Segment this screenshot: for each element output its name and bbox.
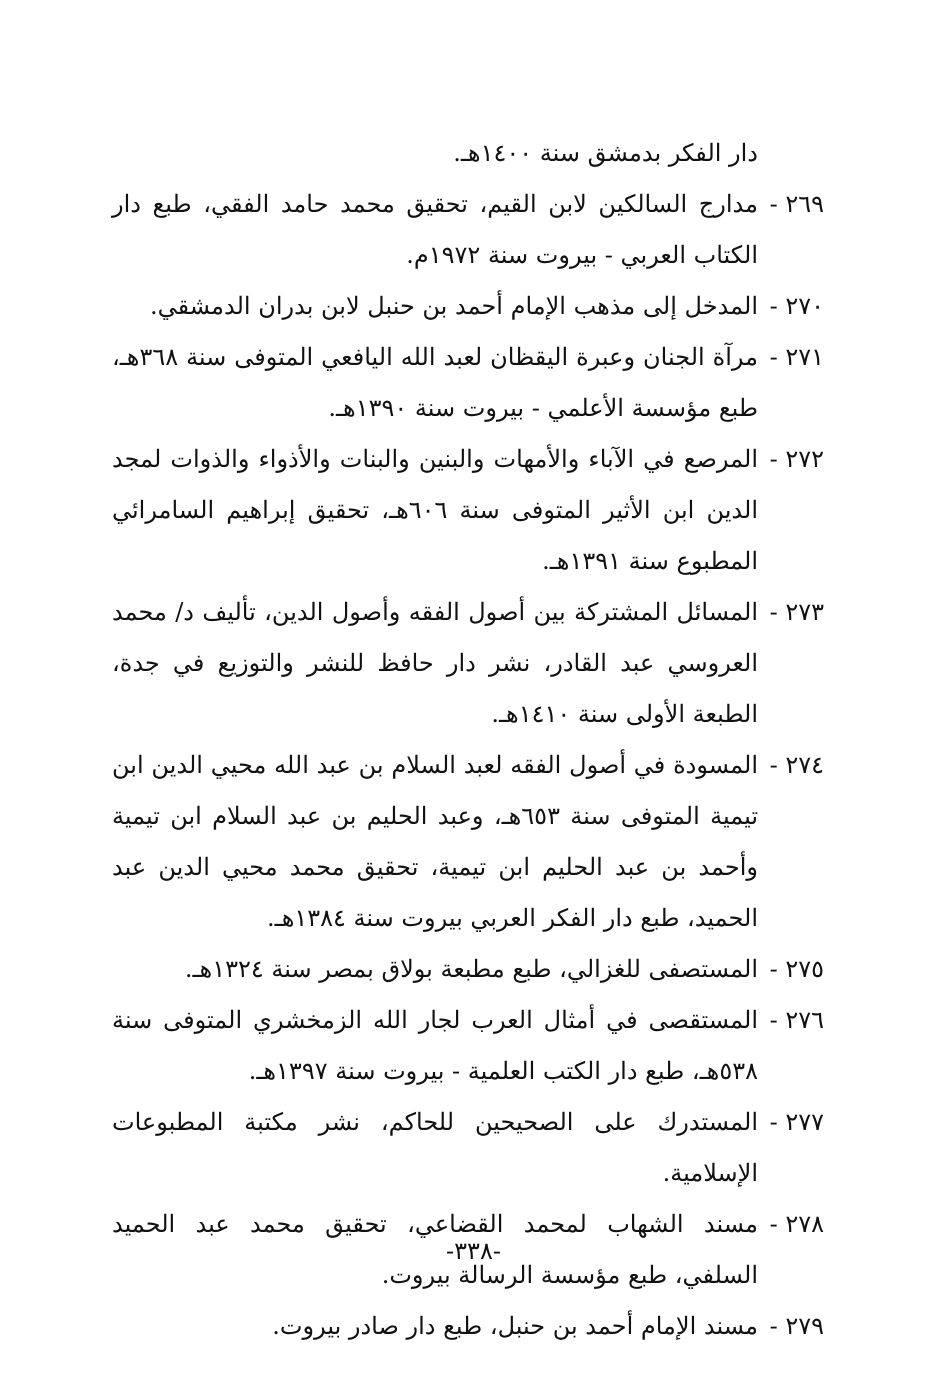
entry-number: ٢٧٦ - xyxy=(769,1006,824,1034)
entry-text: مرآة الجنان وعبرة اليقظان لعبد الله اليافعي المتوفى سنة ٣٦٨هـ، طبع مؤسسة الأعلمي - بيروت سنة ١٣٩٠هـ. xyxy=(112,343,758,422)
continuation-line: دار الفكر بدمشق سنة ١٤٠٠هـ. xyxy=(453,139,758,167)
entry-number: ٢٧٤ - xyxy=(769,751,824,779)
entry-text: مسند الإمام أحمد بن حنبل، طبع دار صادر بيروت. xyxy=(272,1312,758,1340)
list-item xyxy=(112,587,824,740)
entry-number: ٢٧٣ - xyxy=(769,598,824,626)
list-item xyxy=(112,281,824,332)
entry-number: ٢٧٨ - xyxy=(769,1210,824,1238)
list-item xyxy=(112,995,824,1097)
list-item xyxy=(112,434,824,587)
entry-number: ٢٦٩ - xyxy=(769,190,824,218)
entry-text: المستصفى للغزالي، طبع مطبعة بولاق بمصر سنة ١٣٢٤هـ. xyxy=(184,955,758,983)
list-item xyxy=(112,179,824,281)
entry-number: ٢٧١ - xyxy=(769,343,824,371)
entry-number: ٢٧٩ - xyxy=(769,1312,824,1340)
entry-text: المستدرك على الصحيحين للحاكم، نشر مكتبة المطبوعات الإسلامية. xyxy=(112,1108,758,1187)
list-item xyxy=(112,1301,824,1352)
bibliography-page xyxy=(112,128,824,1352)
entry-text: المسائل المشتركة بين أصول الفقه وأصول الدين، تأليف د/ محمد العروسي عبد القادر، نشر دار حافظ للنشر والتوزيع في جدة، الطبعة الأولى سنة ١٤١٠هـ. xyxy=(112,598,758,728)
entry-number: ٢٧٢ - xyxy=(769,445,824,473)
entry-number: ٢٧٠ - xyxy=(769,292,824,320)
entry-text: المسودة في أصول الفقه لعبد السلام بن عبد الله محيي الدين ابن تيمية المتوفى سنة ٦٥٣هـ، وعبد الحليم بن عبد السلام ابن تيمية وأحمد بن عبد الحليم ابن تيمية، تحقيق محمد محيي الدين عبد الحميد، طبع دار الفكر العربي بيروت سنة ١٣٨٤هـ. xyxy=(112,751,759,932)
list-item xyxy=(112,740,824,944)
entry-text: مسند الشهاب لمحمد القضاعي، تحقيق محمد عبد الحميد السلفي، طبع مؤسسة الرسالة بيروت. xyxy=(112,1210,758,1289)
page-number: -٣٣٨- xyxy=(446,1237,501,1265)
entry-text: المرصع في الآباء والأمهات والبنين والبنات والأذواء والذوات لمجد الدين ابن الأثير المتوفى سنة ٦٠٦هـ، تحقيق إبراهيم السامرائي المطبوع سنة ١٣٩١هـ. xyxy=(112,445,759,575)
entry-text: المستقصى في أمثال العرب لجار الله الزمخشري المتوفى سنة ٥٣٨هـ، طبع دار الكتب العلمية - بيروت سنة ١٣٩٧هـ. xyxy=(112,1006,758,1085)
list-item xyxy=(112,1097,824,1199)
reference-list xyxy=(112,179,824,1352)
entry-text: المدخل إلى مذهب الإمام أحمد بن حنبل لابن بدران الدمشقي. xyxy=(149,292,758,320)
entry-text: مدارج السالكين لابن القيم، تحقيق محمد حامد الفقي، طبع دار الكتاب العربي - بيروت سنة ١٩٧٢م. xyxy=(112,190,758,269)
entry-number: ٢٧٧ - xyxy=(769,1108,824,1136)
list-item xyxy=(112,332,824,434)
entry-number: ٢٧٥ - xyxy=(769,955,824,983)
list-item xyxy=(112,944,824,995)
